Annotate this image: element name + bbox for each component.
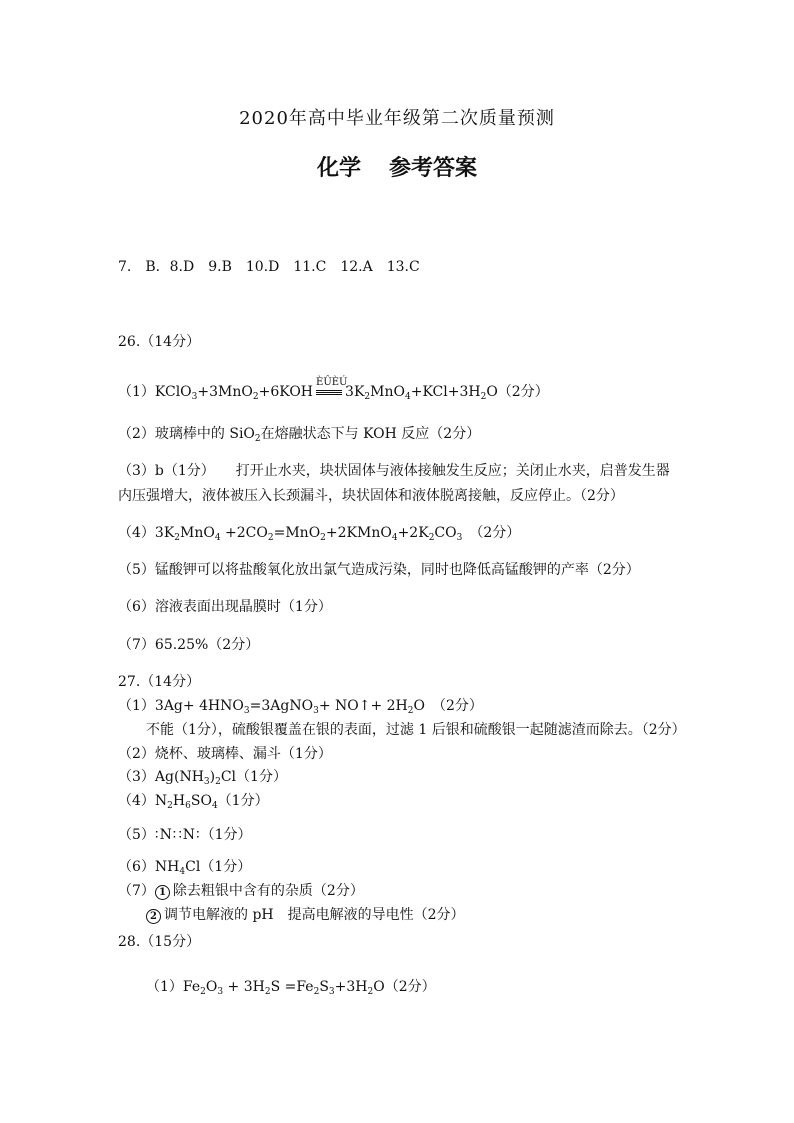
q26-7: （7）65.25%（2分） bbox=[118, 637, 260, 653]
q27-6: $(6)NH_4Cl(1$分） bbox=[118, 859, 252, 877]
q27-7a: （7） 1 除去粗银中含有的杂质（2分） bbox=[118, 883, 364, 899]
subject-label: 化学 bbox=[316, 156, 361, 181]
q26-6: （6）溶液表面出现晶膜时（1分） bbox=[118, 599, 332, 615]
q27-3: $(3)Ag(NH_3)_2Cl(1$分） bbox=[118, 769, 287, 787]
q26-3b: 内压强增大，液体被压入长颈漏斗，块状固体和液体脱离接触，反应停止。（2分） bbox=[118, 488, 624, 504]
q26-2: （2）玻璃棒中的 SiO$_2$在熔融状态下与 KOH 反应（2分） bbox=[118, 426, 481, 444]
q26-3a: （3）b（1分） 打开止水夹，块状固体与液体接触发生反应；关闭止水夹，启普发生器 bbox=[118, 463, 670, 479]
q27-1b: 不能（1分），硫酸银覆盖在银的表面，过滤 1 后银和硫酸银一起随滤渣而除去。（2分） bbox=[146, 722, 686, 738]
answer-label: 参考答案 bbox=[389, 156, 478, 181]
q26-1: （1）KClO$_3$+3MnO$_2$+6KOH ÈÛÈÚ $3K_2MnO_4+KCl+3H_2O(2$分） bbox=[118, 377, 549, 402]
circled-number-1: 1 bbox=[155, 885, 170, 900]
q27-4: $(4)N_2H_6SO_4(1$分） bbox=[118, 793, 269, 811]
q27-2: （2）烧杯、玻璃棒、漏斗（1分） bbox=[118, 746, 332, 762]
q27-5: （5）∶N∷N∶（1分） bbox=[118, 827, 252, 843]
mcq-answers: 7. B．8.D 9.B 10.D 11.C 12.A 13.C bbox=[118, 259, 420, 275]
page-subtitle bbox=[0, 156, 794, 181]
reaction-condition: ÈÛÈÚ bbox=[316, 383, 342, 401]
page-title: 2020年高中毕业年级第二次质量预测 bbox=[239, 108, 555, 129]
q26-4: $(4)3K_2MnO_4$ $+2CO_2=MnO_2+2KMnO_4+2K_2CO_3$ （2分） bbox=[118, 525, 521, 543]
q27-heading: 27.（14分） bbox=[118, 674, 201, 690]
q28-heading: 28.（15分） bbox=[118, 934, 201, 950]
q28-1: $(1)Fe_2O_3 + 3H_2S =Fe_2S_3+3H_2O(2$分） bbox=[146, 979, 436, 997]
q27-1: $(1)3Ag+ 4HNO_3=3AgNO_3+$ NO↑+ $2H_2O$ （2分） bbox=[118, 698, 483, 716]
n2-electron-formula: ∶N∷N∶ bbox=[154, 827, 201, 843]
circled-number-2: 2 bbox=[146, 909, 161, 924]
q26-heading: 26.（14分） bbox=[118, 334, 201, 350]
q27-7b: 2 调节电解液的 pH 提高电解液的导电性（2分） bbox=[146, 906, 465, 924]
q26-5: （5）锰酸钾可以将盐酸氧化放出氯气造成污染，同时也降低高锰酸钾的产率（2分） bbox=[118, 562, 640, 578]
